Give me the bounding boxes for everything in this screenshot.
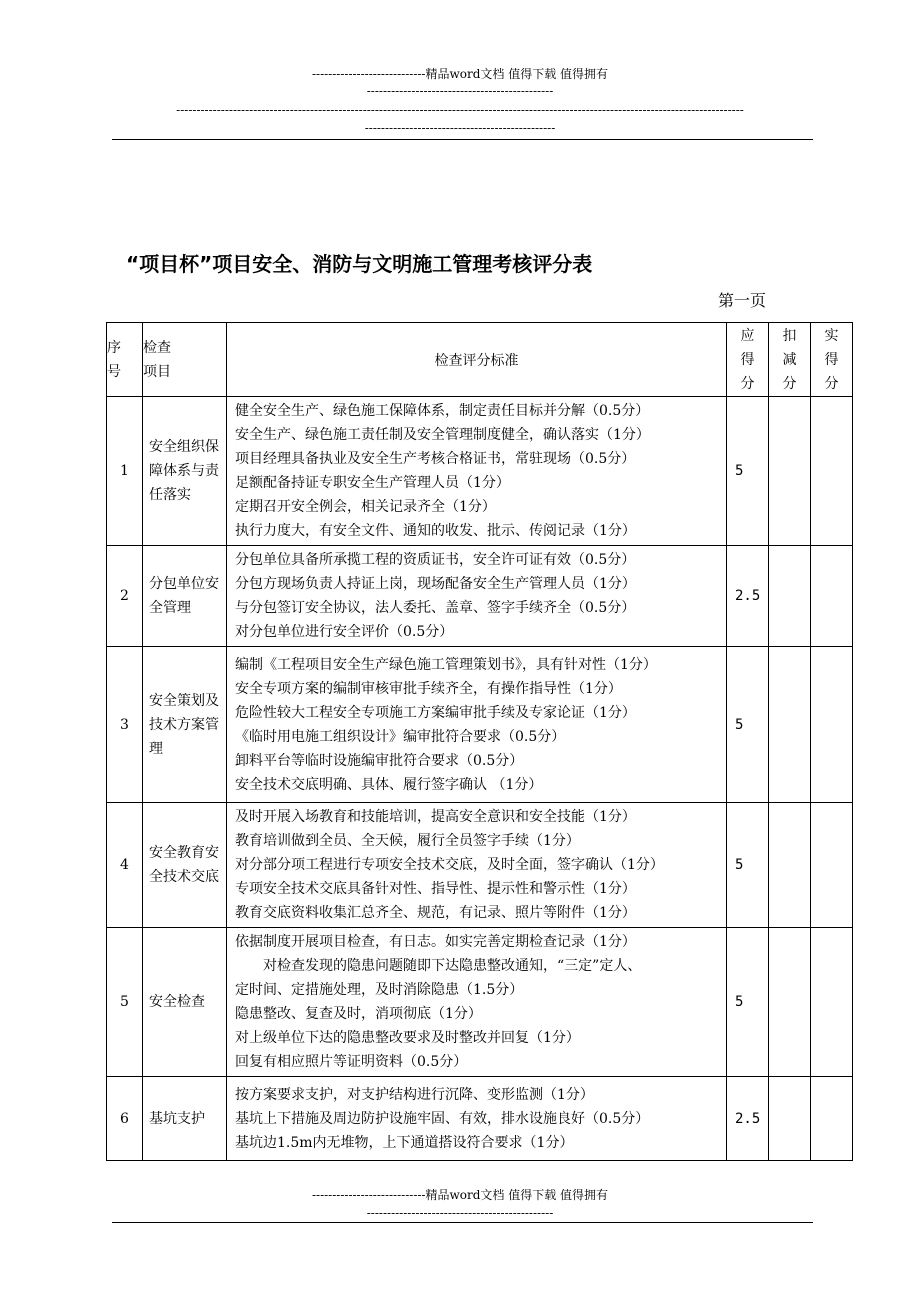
table-row: [107, 397, 853, 546]
row-check-item: 安全策划及技术方案管理: [143, 647, 227, 803]
footer-line-2: ----------------------------------------------: [366, 1206, 554, 1220]
row-check-item: 安全教育安全技术交底: [143, 803, 227, 928]
row-deducted-cell[interactable]: [769, 928, 811, 1077]
row-check-item: 安全组织保障体系与责任落实: [143, 397, 227, 546]
row-due-points: 2.5: [727, 546, 769, 647]
row-actual-cell[interactable]: [811, 647, 853, 803]
header-line-2: ----------------------------------------------: [366, 84, 554, 98]
row-due-points: 5: [727, 803, 769, 928]
row-criteria: [227, 803, 727, 928]
row-deducted-cell[interactable]: [769, 647, 811, 803]
row-number: 6: [107, 1077, 143, 1161]
criteria-line: 编制《工程项目安全生产绿色施工管理策划书》，具有针对性（1分）: [235, 656, 657, 673]
criteria-line: 分包方现场负责人持证上岗，现场配备安全生产管理人员（1分）: [235, 576, 636, 592]
row-check-item: 安全检查: [143, 928, 227, 1077]
row-deducted-cell[interactable]: [769, 397, 811, 546]
score-table: [106, 322, 853, 1161]
row-criteria: [227, 647, 727, 803]
criteria-line: 教育交底资料收集汇总齐全、规范，有记录、照片等附件（1分）: [235, 905, 636, 921]
col-header-deducted: 扣减分: [769, 323, 811, 397]
criteria-line: 安全生产、绿色施工责任制及安全管理制度健全，确认落实（1分）: [235, 427, 650, 443]
row-actual-cell[interactable]: [811, 803, 853, 928]
row-deducted-cell[interactable]: [769, 1077, 811, 1161]
table-header-row: [107, 323, 853, 397]
table-row: [107, 803, 853, 928]
criteria-line: 依据制度开展项目检查，有日志。如实完善定期检查记录（1分）: [235, 934, 636, 950]
criteria-line: 对检查发现的隐患问题随即下达隐患整改通知，“三定”定人、: [235, 958, 642, 974]
row-due-points: 2.5: [727, 1077, 769, 1161]
header-line-4: -----------------------------------------------: [364, 121, 556, 135]
criteria-line: 安全专项方案的编制审核审批手续齐全，有操作指导性（1分）: [235, 680, 622, 697]
criteria-line: 及时开展入场教育和技能培训，提高安全意识和安全技能（1分）: [235, 809, 636, 825]
criteria-line: 对上级单位下达的隐患整改要求及时整改并回复（1分）: [235, 1030, 580, 1046]
row-actual-cell[interactable]: [811, 928, 853, 1077]
criteria-line: 项目经理具备执业及安全生产考核合格证书，常驻现场（0.5分）: [235, 451, 636, 467]
criteria-line: 危险性较大工程安全专项施工方案编审批手续及专家论证（1分）: [235, 704, 636, 721]
criteria-line: 分包单位具备所承揽工程的资质证书，安全许可证有效（0.5分）: [235, 552, 636, 568]
row-check-item: 分包单位安全管理: [143, 546, 227, 647]
row-check-item: 基坑支护: [143, 1077, 227, 1161]
row-number: 4: [107, 803, 143, 928]
row-number: 2: [107, 546, 143, 647]
criteria-line: 对分包单位进行安全评价（0.5分）: [235, 624, 454, 640]
criteria-line: 安全技术交底明确、具体、履行签字确认 （1分）: [235, 776, 543, 793]
page-label: 第一页: [718, 291, 767, 310]
criteria-line: 专项安全技术交底具备针对性、指导性、提示性和警示性（1分）: [235, 881, 636, 897]
criteria-line: 足额配备持证专职安全生产管理人员（1分）: [235, 475, 510, 491]
row-deducted-cell[interactable]: [769, 546, 811, 647]
row-actual-cell[interactable]: [811, 397, 853, 546]
row-criteria: [227, 397, 727, 546]
criteria-line: 与分包签订安全协议，法人委托、盖章、签字手续齐全（0.5分）: [235, 600, 636, 616]
row-criteria: [227, 928, 727, 1077]
criteria-line: 《临时用电施工组织设计》编审批符合要求（0.5分）: [235, 728, 566, 745]
row-criteria: [227, 1077, 727, 1161]
footer-rule: [112, 1222, 813, 1223]
criteria-line: 定时间、定措施处理，及时消除隐患（1.5分）: [235, 982, 524, 998]
row-criteria: [227, 546, 727, 647]
row-actual-cell[interactable]: [811, 546, 853, 647]
table-row: [107, 647, 853, 803]
document-title: “项目杯”项目安全、消防与文明施工管理考核评分表: [126, 252, 593, 276]
col-header-standard: 检查评分标准: [227, 323, 727, 397]
row-number: 5: [107, 928, 143, 1077]
criteria-line: 卸料平台等临时设施编审批符合要求（0.5分）: [235, 752, 524, 769]
table-row: [107, 928, 853, 1077]
col-header-no: 序号: [107, 323, 143, 397]
row-number: 1: [107, 397, 143, 546]
header-rule: [112, 139, 813, 140]
header-line-1: ----------------------------精品word文档 值得下载 值得拥有: [311, 67, 609, 81]
col-header-actual: 实得分: [811, 323, 853, 397]
row-number: 3: [107, 647, 143, 803]
criteria-line: 教育培训做到全员、全天候，履行全员签字手续（1分）: [235, 833, 580, 849]
criteria-line: 执行力度大，有安全文件、通知的收发、批示、传阅记录（1分）: [235, 523, 636, 539]
criteria-line: 基坑边1.5m内无堆物，上下通道搭设符合要求（1分）: [235, 1134, 574, 1151]
criteria-line: 定期召开安全例会，相关记录齐全（1分）: [235, 499, 496, 515]
criteria-line: 基坑上下措施及周边防护设施牢固、有效，排水设施良好（0.5分）: [235, 1110, 650, 1127]
footer-line-1: ----------------------------精品word文档 值得下载 值得拥有: [311, 1188, 609, 1202]
col-header-due-points: 应得分: [727, 323, 769, 397]
criteria-line: 隐患整改、复查及时，消项彻底（1分）: [235, 1006, 482, 1022]
row-actual-cell[interactable]: [811, 1077, 853, 1161]
row-due-points: 5: [727, 397, 769, 546]
criteria-line: 对分部分项工程进行专项安全技术交底，及时全面，签字确认（1分）: [235, 857, 664, 873]
header-line-3: --------------------------------------------------------------------------------------------------------------------------------------------: [176, 103, 744, 117]
row-due-points: 5: [727, 647, 769, 803]
table-row: [107, 546, 853, 647]
row-deducted-cell[interactable]: [769, 803, 811, 928]
criteria-line: 健全安全生产、绿色施工保障体系，制定责任目标并分解（0.5分）: [235, 403, 650, 419]
criteria-line: 回复有相应照片等证明资料（0.5分）: [235, 1054, 468, 1070]
table-row: [107, 1077, 853, 1161]
col-header-item: 检查项目: [143, 323, 227, 397]
row-due-points: 5: [727, 928, 769, 1077]
criteria-line: 按方案要求支护，对支护结构进行沉降、变形监测（1分）: [235, 1086, 594, 1103]
